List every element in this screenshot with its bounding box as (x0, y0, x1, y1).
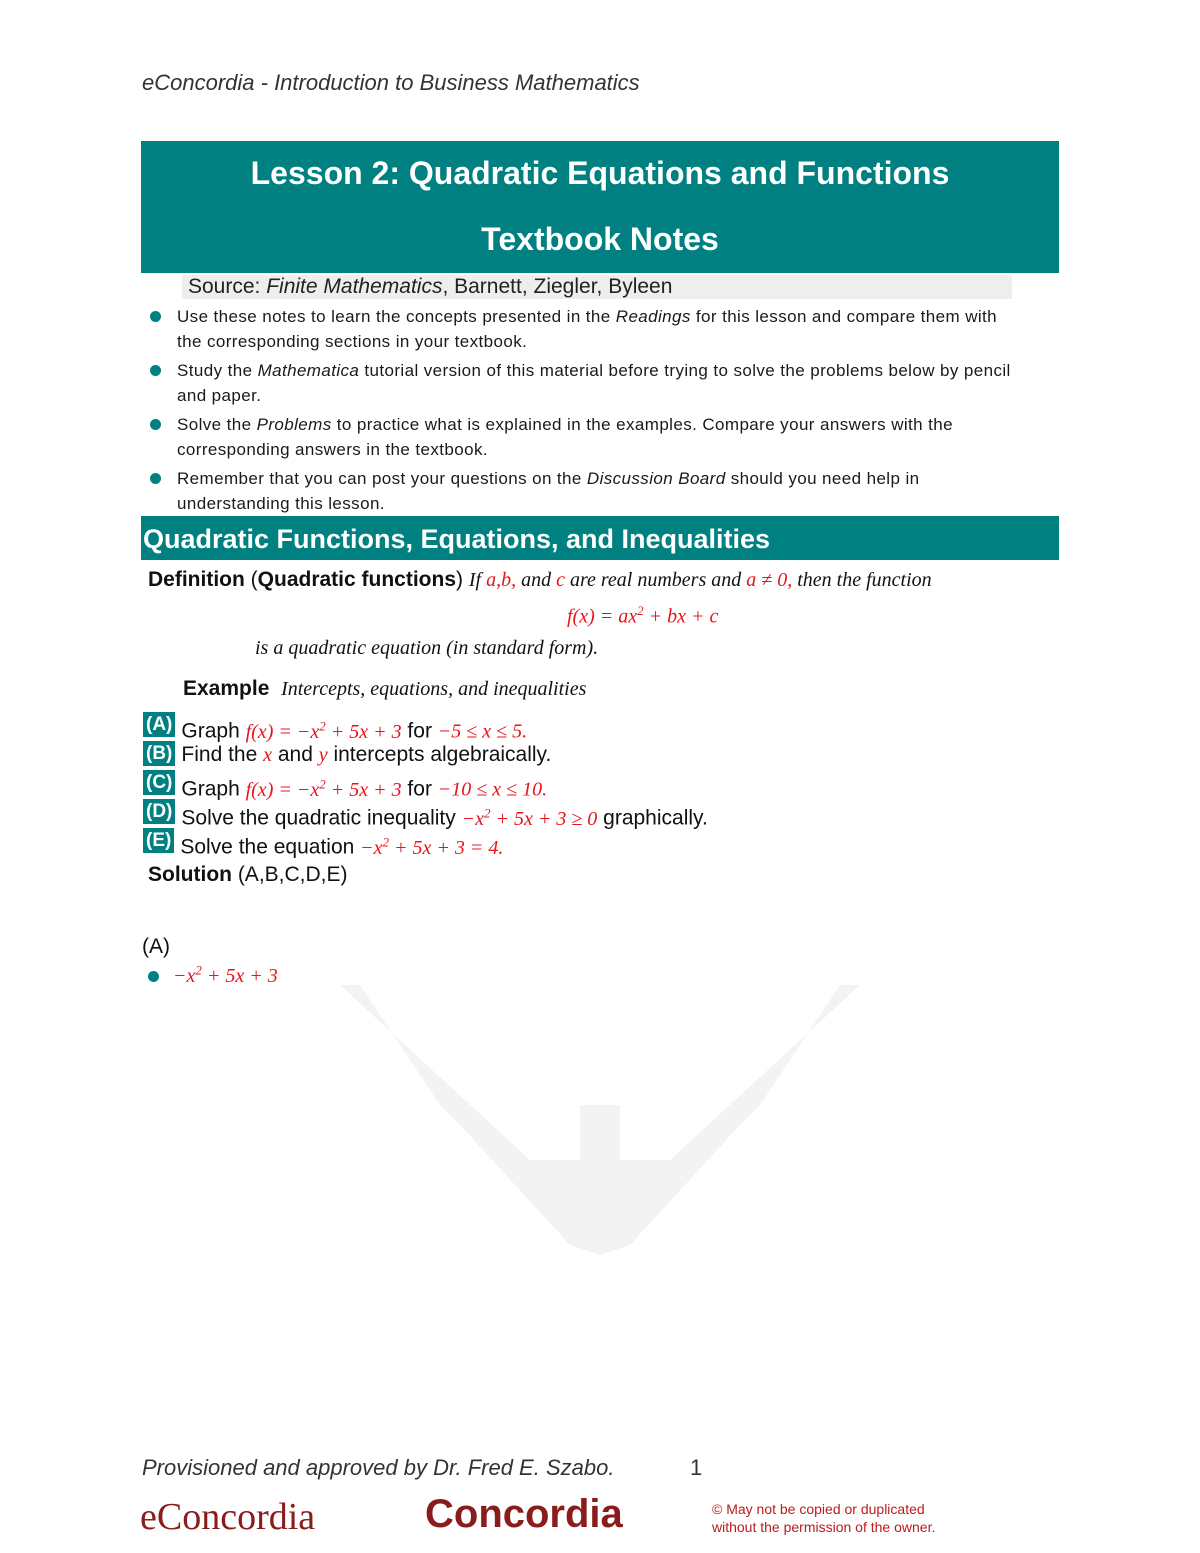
source-line (182, 275, 1012, 299)
bullet-icon (148, 971, 159, 982)
shield-watermark-icon (330, 985, 870, 1255)
list-item: Remember that you can post your questions on the Discussion Board should you need help in understanding this lesson. (148, 466, 1018, 516)
step-badge: (C) (143, 770, 175, 795)
definition-statement: If a,b, and c are real numbers and a ≠ 0, then the function (468, 569, 932, 591)
definition-tail: is a quadratic equation (in standard form). (255, 637, 599, 659)
definition-formula: $f(x) = ax^2$ + bx + c (567, 603, 719, 628)
solution-label: Solution (148, 863, 232, 886)
definition-term: Quadratic functions (257, 568, 457, 591)
bullet-icon (150, 419, 161, 430)
source-book: Finite Mathematics (266, 275, 443, 298)
step-badge: (B) (143, 741, 175, 766)
solution-heading: Solution (A,B,C,D,E) (148, 863, 348, 886)
example-step-a: (A) Graph $f(x) = -x^2 + 5x + 3$ for −5 ≤ x ≤ 5. (143, 712, 527, 739)
step-badge: (D) (143, 799, 175, 824)
step-badge: (E) (143, 828, 174, 853)
part-a-expression: $-x^2 + 5x + 3$ (148, 962, 278, 988)
example-step-b: (B) Find the x and y intercepts algebraically. (143, 741, 551, 768)
example-step-d: (D) Solve the quadratic inequality $-x^2 + 5x + 3 \ge 0$ graphically. (143, 799, 708, 826)
instruction-list (148, 304, 1018, 520)
source-prefix: Source: (188, 275, 267, 298)
bullet-icon (150, 473, 161, 484)
bullet-icon (150, 365, 161, 376)
lesson-subtitle: Textbook Notes (481, 221, 719, 257)
source-authors: , Barnett, Ziegler, Byleen (442, 275, 673, 298)
running-header: eConcordia - Introduction to Business Mathematics (142, 70, 640, 95)
list-item: Use these notes to learn the concepts presented in the Readings for this lesson and compare them with the corresponding sections in your textbook. (148, 304, 1018, 354)
bullet-icon (150, 311, 161, 322)
page-number: 1 (690, 1455, 703, 1480)
list-item: Study the Mathematica tutorial version of this material before trying to solve the problems below by pencil and paper. (148, 358, 1018, 408)
list-item: Solve the Problems to practice what is explained in the examples. Compare your answers with the corresponding answers in the textbook. (148, 412, 1018, 462)
example-heading (183, 677, 586, 701)
definition-line: Definition (Quadratic functions) If a,b, and c are real numbers and a ≠ 0, then the function (148, 568, 932, 591)
definition-label: Definition (148, 568, 245, 591)
section-banner (141, 516, 1059, 560)
lesson-title: Lesson 2: Quadratic Equations and Functions (250, 155, 950, 191)
step-badge: (A) (143, 712, 175, 737)
title-banner (141, 141, 1059, 273)
section-title: Quadratic Functions, Equations, and Inequalities (143, 524, 771, 554)
concordia-logo: Concordia (425, 1492, 623, 1536)
example-label: Example (183, 677, 270, 700)
example-subtitle: Intercepts, equations, and inequalities (281, 678, 587, 700)
copyright-notice: © May not be copied or duplicated without the permission of the owner. (712, 1501, 936, 1535)
example-step-e: (E) Solve the equation $-x^2 + 5x + 3 = 4$. (143, 828, 503, 855)
example-step-c: (C) Graph $f(x) = -x^2 + 5x + 3$ for −10 ≤ x ≤ 10. (143, 770, 547, 797)
econcordia-logo: eConcordia (140, 1496, 316, 1538)
part-a-label: (A) (142, 935, 170, 958)
footer-provisioned: Provisioned and approved by Dr. Fred E. Szabo. (142, 1455, 615, 1480)
